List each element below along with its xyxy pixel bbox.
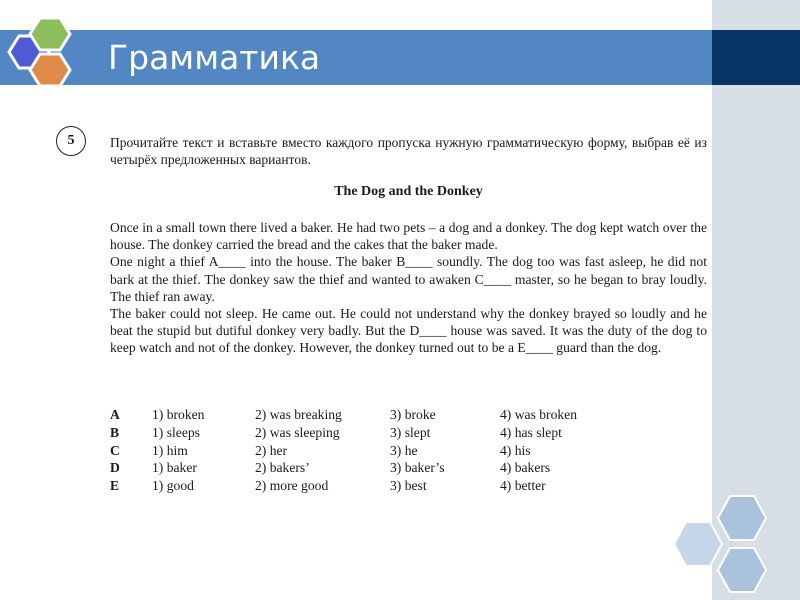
story-text [110, 219, 707, 357]
hexagon-logo-icon [0, 10, 100, 100]
paragraph: The baker could not sleep. He came out. He could not understand why the donkey brayed so loudly and he beat the stupid but dutiful donkey very badly. But the D____ house was saved. It was the duty of the dog to keep watch and not of the donkey. However, the donkey turned out to be a E____ guard than the dog. [110, 306, 707, 356]
option-row-b [110, 424, 630, 442]
slide-title: Грамматика [108, 38, 321, 77]
option-letter: C [110, 442, 120, 458]
task-instruction: Прочитайте текст и вставьте вместо каждого пропуска нужную грамматическую форму, выбрав её из четырёх предложенных вариантов. [110, 135, 707, 167]
options-table [110, 406, 630, 495]
paragraph: Once in a small town there lived a baker. He had two pets – a dog and a donkey. The dog kept watch over the house. The donkey carried the bread and the cakes that the baker made. [110, 220, 707, 253]
paragraph: One night a thief A____ into the house. The baker B____ soundly. The dog too was fast asleep, he did not bark at the thief. The donkey saw the thief and wanted to awaken C____ master, so he began to bray loudly. The thief ran away. [110, 254, 707, 304]
option: 2) was breaking [255, 407, 342, 422]
option: 3) best [390, 478, 427, 494]
option: 3) baker’s [390, 460, 445, 476]
option: 1) broken [152, 407, 205, 422]
option: 2) was sleeping [255, 424, 340, 440]
option: 3) he [390, 442, 418, 458]
option-letter: E [110, 478, 120, 494]
option-row-d [110, 459, 630, 477]
title-bar [0, 30, 712, 85]
text-title: The Dog and the Donkey [334, 184, 483, 199]
option: 4) his [500, 442, 531, 458]
option: 3) slept [390, 424, 431, 440]
title-bar-accent [712, 30, 800, 85]
option-letter: B [110, 424, 120, 440]
option: 1) him [152, 442, 188, 458]
option-row-e [110, 477, 630, 495]
option: 3) broke [390, 407, 436, 422]
option-letter: A [110, 407, 120, 422]
option: 4) better [500, 478, 546, 494]
option: 4) was broken [500, 407, 578, 422]
option-row-c [110, 442, 630, 460]
option-row-a [110, 406, 630, 424]
option: 2) more good [255, 478, 329, 494]
option-letter: D [110, 460, 120, 476]
option: 1) sleeps [152, 424, 200, 440]
decorative-hexagons-icon [670, 488, 800, 600]
option: 1) baker [152, 460, 197, 476]
option: 4) bakers [500, 460, 551, 476]
option: 2) bakers’ [255, 460, 310, 476]
option: 4) has slept [500, 424, 562, 440]
option: 1) good [152, 478, 194, 494]
option: 2) her [255, 442, 288, 458]
task-number: 5 [56, 126, 86, 156]
